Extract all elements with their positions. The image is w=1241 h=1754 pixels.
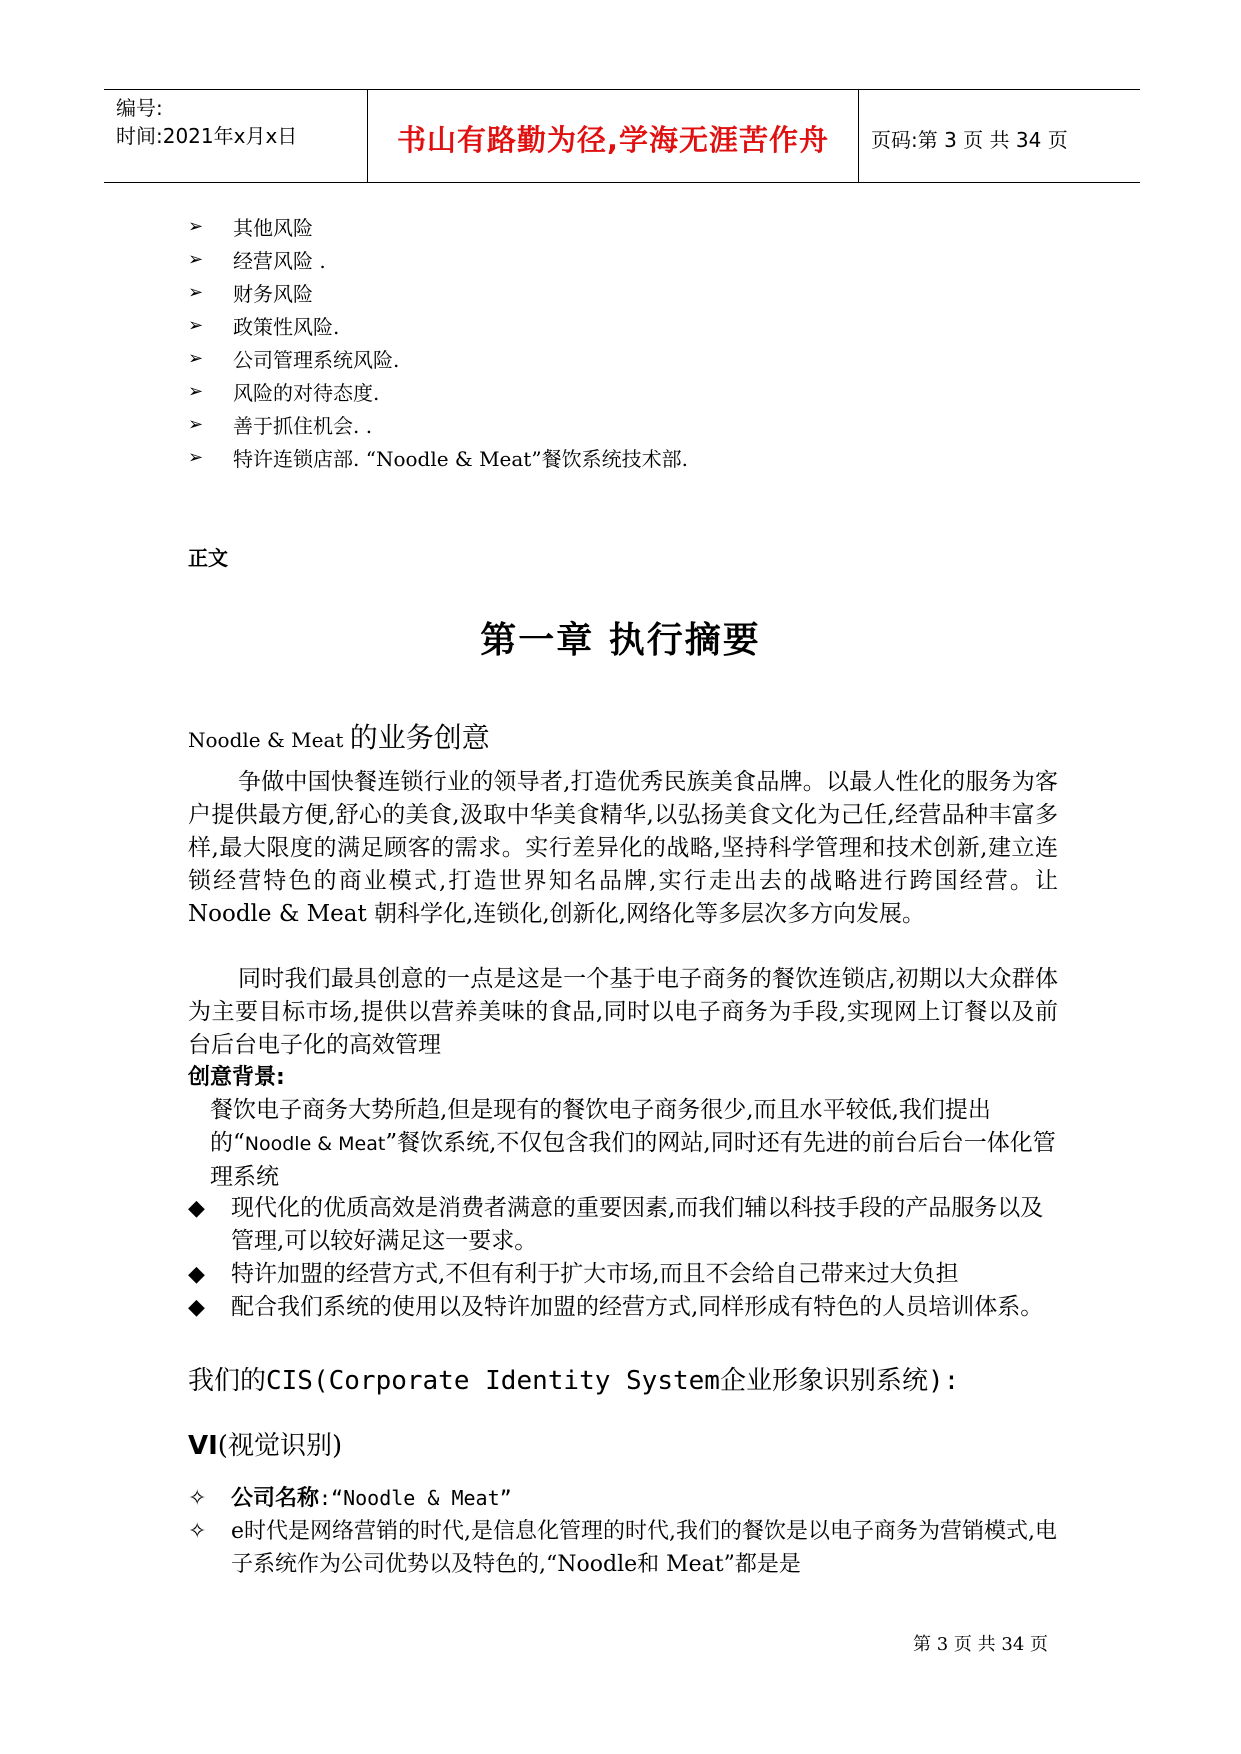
diamond-list [188,1192,1058,1324]
document-time-label: 时间:2021年x月x日 [116,124,298,148]
diamond-bullet-icon: ◆ [188,1262,205,1287]
paragraph-innovation: 同时我们最具创意的一点是这是一个基于电子商务的餐饮连锁店,初期以大众群体为主要目标市场,提供以营养美味的食品,同时以电子商务为手段,实现网上订餐以及前台后台电子化的高效管理 [188,966,1058,1058]
arrow-bullet-icon: ➢ [188,381,204,402]
document-number-label: 编号: [116,96,163,120]
page-header [104,89,1140,183]
star-list [188,1482,1058,1581]
diamond-bullet-icon: ◆ [188,1295,205,1320]
arrow-bullet-icon: ➢ [188,348,204,369]
list-item: ◆ 现代化的优质高效是消费者满意的重要因素,而我们辅以科技手段的产品服务以及管理,可以较好满足这一要求。 [188,1192,1058,1258]
toc-item: ➢ 财务风险 [188,282,313,306]
header-center-cell [368,90,859,182]
subheading-english: Noodle & Meat [188,728,350,752]
toc-item: ➢ 特许连锁店部. “Noodle & Meat”餐饮系统技术部. [188,447,688,471]
header-left-cell [104,90,368,182]
arrow-bullet-icon: ➢ [188,249,204,270]
toc-item: ➢ 风险的对待态度. [188,381,380,405]
arrow-bullet-icon: ➢ [188,447,204,468]
toc-item: ➢ 公司管理系统风险. [188,348,400,372]
page-footer: 第 3 页 共 34 页 [913,1634,1048,1655]
header-right-cell [859,90,1140,182]
vi-heading: VI(视觉识别) [188,1431,343,1461]
background-text: 餐饮电子商务大势所趋,但是现有的餐饮电子商务很少,而且水平较低,我们提出的“Noodle & Meat”餐饮系统,不仅包含我们的网站,同时还有先进的前台后台一体化管理系统 [210,1097,1056,1190]
list-item: ✧ e时代是网络营销的时代,是信息化管理的时代,我们的餐饮是以电子商务为营销模式,电子系统作为公司优势以及特色的,“Noodle和 Meat”都是是 [188,1515,1058,1581]
arrow-bullet-icon: ➢ [188,414,204,435]
paragraph-mission: 争做中国快餐连锁行业的领导者,打造优秀民族美食品牌。以最人性化的服务为客户提供最方便,舒心的美食,汲取中华美食精华,以弘扬美食文化为己任,经营品种丰富多样,最大限度的满足顾客的需求。实行差异化的战略,坚持科学管理和技术创新,建立连锁经营特色的商业模式,打造世界知名品牌,实行走出去的战略进行跨国经营。让 Noodle & Meat 朝科学化,连锁化,创新化,网络化等多层次多方向发展。 [188,769,1058,927]
toc-list [188,210,688,474]
diamond-bullet-icon: ◆ [188,1196,205,1221]
toc-item: ➢ 其他风险 [188,216,313,240]
arrow-bullet-icon: ➢ [188,216,204,237]
cis-heading: 我们的CIS(Corporate Identity System企业形象识别系统): [188,1366,960,1396]
body-label: 正文 [188,546,228,570]
section-subheading [188,716,490,756]
chapter-title: 第一章 执行摘要 [480,619,761,661]
background-title: 创意背景: [188,1065,285,1090]
subheading-chinese: 的业务创意 [349,721,490,754]
list-item: ◆ 特许加盟的经营方式,不但有利于扩大市场,而且不会给自己带来过大负担 [188,1258,1058,1291]
header-page-info: 页码:第 3 页 共 34 页 [871,128,1068,152]
toc-item: ➢ 政策性风险. [188,315,340,339]
list-item: ✧ 公司名称:“Noodle & Meat” [188,1482,1058,1515]
arrow-bullet-icon: ➢ [188,315,204,336]
toc-item: ➢ 善于抓住机会. . [188,414,373,438]
four-point-star-icon: ✧ [188,1486,207,1511]
header-motto: 书山有路勤为径,学海无涯苦作舟 [396,123,830,157]
four-point-star-icon: ✧ [188,1519,207,1544]
list-item: ◆ 配合我们系统的使用以及特许加盟的经营方式,同样形成有特色的人员培训体系。 [188,1291,1058,1324]
arrow-bullet-icon: ➢ [188,282,204,303]
toc-item: ➢ 经营风险 . [188,249,326,273]
